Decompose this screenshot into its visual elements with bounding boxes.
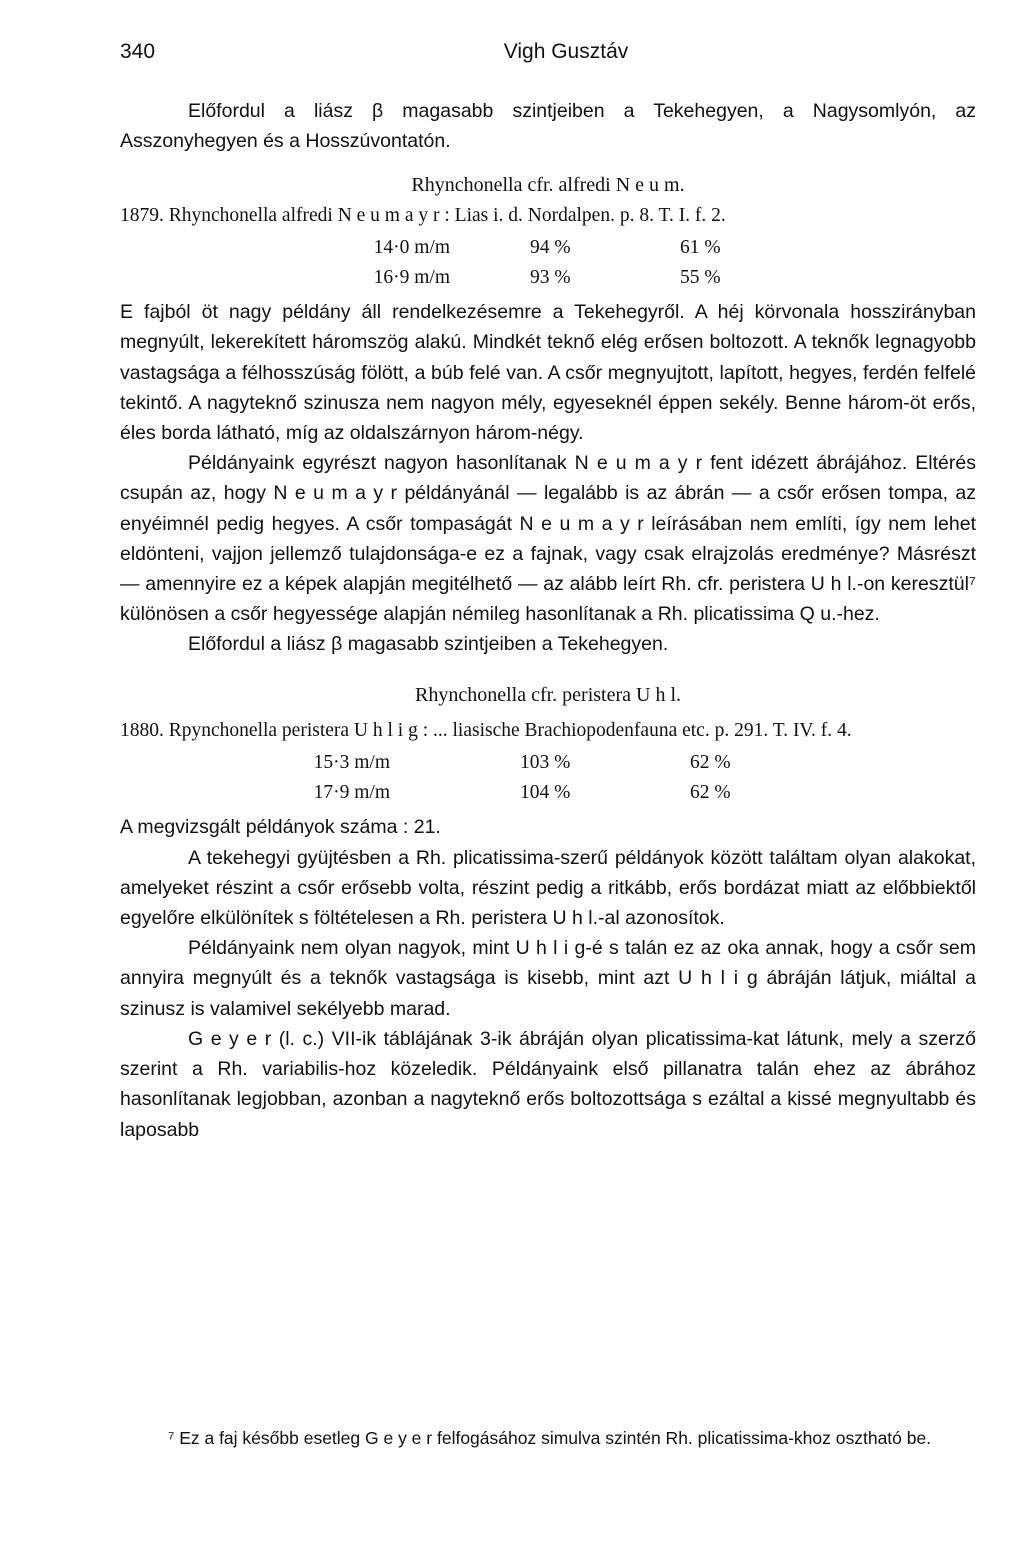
table-row <box>120 748 810 778</box>
table-cell: 61 % <box>680 236 721 258</box>
paragraph-occurrence-2: Előfordul a liász β magasabb szintjeiben a Tekehegyen. <box>188 633 669 656</box>
page-header <box>120 40 972 74</box>
paragraph-occurrence-1: Előfordul a liász β magasabb szintjeiben a Tekehegyen, a Nagysomlyón, az Asszonyhegyen és a Hosszúvontatón. <box>120 100 976 153</box>
table-cell: 55 % <box>680 267 721 289</box>
table-cell: 62 % <box>690 782 731 804</box>
measurements-table-alfredi <box>120 233 800 293</box>
paragraph-geyer: G e y e r (l. c.) VII-ik táblájának 3-ik ábráján olyan plicatissima-kat látunk, mely a szerző szerint a Rh. variabilis-hoz közeledik. Példányaink első pillanatra talán ehez az ábrához hasonlítanak legjobban, azonban a nagyteknő erős boltozottsága s ezáltal a kissé megnyultabb és laposabb <box>120 1027 976 1141</box>
table-cell: 62 % <box>690 752 731 774</box>
synonymy-alfredi: 1879. Rhynchonella alfredi N e u m a y r : Lias i. d. Nordalpen. p. 8. T. I. f. 2. <box>120 204 726 226</box>
footnote <box>120 1424 976 1452</box>
paragraph-size-comparison: Példányaink nem olyan nagyok, mint U h l i g-é s talán ez az oka annak, hogy a csőr sem annyira megnyúlt és a teknők vastagsága is kisebb, mint azt U h l i g ábráján látjuk, miáltal a szinusz is valamivel sekélyebb marad. <box>120 937 976 1020</box>
measurements-table-peristera <box>120 748 810 808</box>
table-cell: 14·0 m/m <box>373 236 450 258</box>
page-number: 340 <box>120 40 156 63</box>
table-row <box>120 778 810 808</box>
table-cell: 17·9 m/m <box>313 782 390 804</box>
main-text <box>120 96 976 1145</box>
footnote-text: ⁷ Ez a faj később esetleg G e y e r felfogásához simulva szintén Rh. plicatissima-khoz osztható be. <box>168 1428 932 1448</box>
running-title: Vigh Gusztáv <box>503 40 629 63</box>
table-cell: 15·3 m/m <box>313 752 390 774</box>
table-row <box>120 233 800 263</box>
paragraph-comparison: Példányaink egyrészt nagyon hasonlítanak N e u m a y r fent idézett ábrájához. Eltérés csupán az, hogy N e u m a y r példányánál — legalább is az ábrán — a csőr erősen tompa, az enyéimnél pedig hegyes. A csőr tompaságát N e u m a y r leírásában nem említi, így nem lehet eldönteni, vajjon jellemző tulajdonsága-e ez a fajnak, vagy csak elrajzolás eredménye? Másrészt — amennyire ez a képek alapján megitélhető — az alább leírt Rh. cfr. peristera U h l.-on keresztül⁷ különösen a csőr hegyessége alapján némileg hasonlítanak a Rh. plicatissima Q u.-hez. <box>120 452 976 626</box>
table-cell: 104 % <box>520 782 571 804</box>
paragraph-specimen-count: A megvizsgált példányok száma : 21. <box>120 816 441 839</box>
species-heading-peristera: Rhynchonella cfr. peristera U h l. <box>414 683 682 706</box>
table-cell: 16·9 m/m <box>373 267 450 289</box>
synonymy-peristera: 1880. Rpynchonella peristera U h l i g : ... liasische Brachiopodenfauna etc. p. 291. T. IV. f. 4. <box>120 719 852 741</box>
paragraph-description: E fajból öt nagy példány áll rendelkezésemre a Tekehegyről. A héj körvonala hosszirányban megnyúlt, lekerekített háromszög alakú. Mindkét teknő elég erősen boltozott. A teknők legnagyobb vastagsága a félhosszúság fölött, a búb felé van. A csőr megnyujtott, lapított, hegyes, ferdén felfelé tekintő. A nagyteknő szinusza nem nagyon mély, egyeseknél éppen sekély. Benne három-öt erős, éles borda látható, míg az oldalszárnyon három-négy. <box>120 301 976 445</box>
table-cell: 94 % <box>530 236 571 258</box>
table-row <box>120 263 800 293</box>
species-heading-alfredi: Rhynchonella cfr. alfredi N e u m. <box>411 174 685 197</box>
table-cell: 93 % <box>530 267 571 289</box>
paragraph-collection: A tekehegyi gyüjtésben a Rh. plicatissima-szerű példányok között találtam olyan alakokat, amelyeket részint a csőr erősebb volta, részint pedig a ritkább, erős bordázat miatt az előbbiektől egyelőre elkülönítek s föltételesen a Rh. peristera U h l.-al azonosítok. <box>120 846 976 930</box>
table-cell: 103 % <box>520 752 571 774</box>
